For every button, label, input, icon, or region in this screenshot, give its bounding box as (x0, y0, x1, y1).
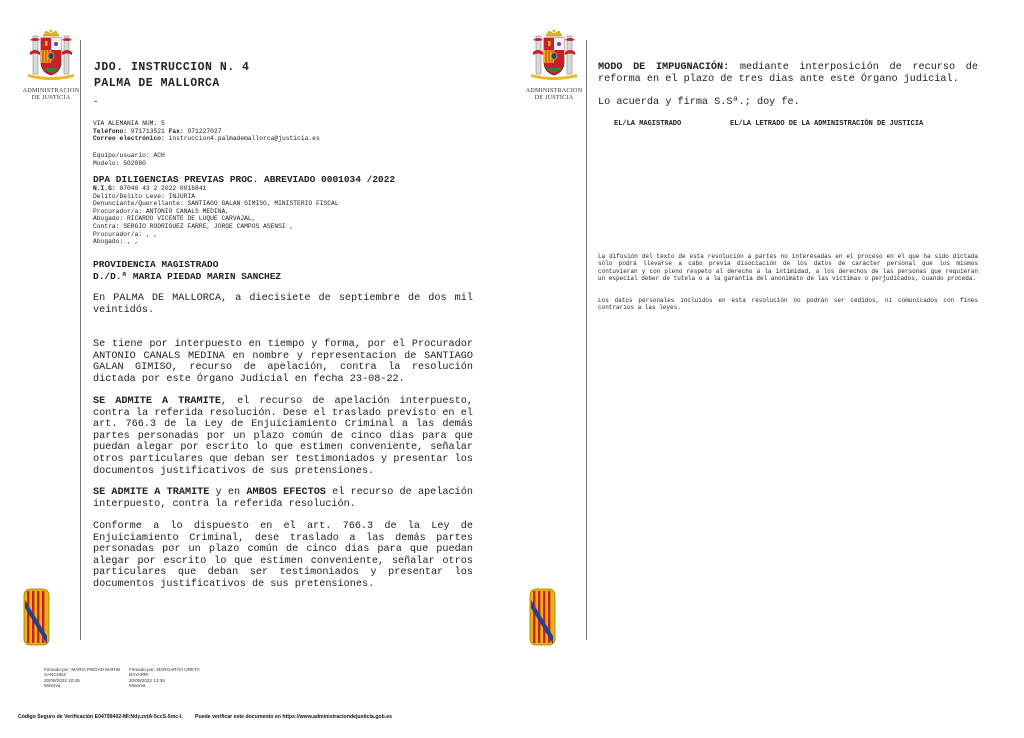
date-paragraph: En PALMA DE MALLORCA, a diecisiete de septiembre de dos mil veintidós. (93, 293, 473, 316)
court-name (94, 60, 249, 92)
separator-dash: - (93, 97, 99, 107)
equipo-block (93, 152, 165, 167)
left-page (0, 0, 512, 700)
crest-caption-line: ADMINISTRACION (525, 87, 583, 94)
acuerda-line: Lo acuerda y firma S.Sª.; doy fe. (598, 97, 800, 108)
crest-caption (515, 87, 593, 101)
email-label: Correo electrónico: (93, 135, 165, 143)
signature-line: Firmado por: MARIA PIEDAD MARIN (44, 667, 121, 672)
crest-caption-line: ADMINISTRACION (22, 87, 80, 94)
signature-line: Firmado por: MARGARITA URETA (129, 667, 200, 672)
legal-notice-datos: Los datos personales incluidos en esta resolución no podrán ser cedidos, ni comunicados con fines contrarios a las leyes. (598, 297, 978, 312)
paragraph-ambos-efectos (93, 487, 473, 510)
right-margin-rule (586, 40, 587, 640)
paragraph-admite (93, 396, 473, 477)
signature-line: Minerva (129, 683, 146, 689)
signature-stamp-letrado (129, 667, 200, 689)
signature-line: SANCHEZ (44, 672, 66, 678)
footer-verify-link[interactable]: Puede verificar este documento en https://www.administraciondejusticia.gob.es (195, 714, 392, 720)
balearic-crest-logo (23, 588, 50, 646)
court-phone-fax (93, 128, 320, 136)
nig-value: 07040 43 2 2022 0016841 (119, 185, 207, 192)
paragraph-conforme: Conforme a lo dispuesto en el art. 766.3 de la Ley de Enjuiciamiento Criminal, dese traslado a las demás partes personadas por un plazo común de cinco dias para que puedan alegar por escrito lo que estimen conveniente, señalar otros particulares que deban ser testimoniados y presentar los documentos justificativos de sus pretensiones. (93, 521, 473, 590)
impugnacion-bold: MODO DE IMPUGNACIÓN: (598, 62, 730, 73)
providencia-title: PROVIDENCIA MAGISTRADO (93, 259, 219, 270)
court-name-line: PALMA DE MALLORCA (94, 77, 220, 90)
phone-value: 971713521 (130, 127, 165, 135)
footer-csv: Código Seguro de Verificación E04799402-MI:Ndy.zvtA-5ccS-5mc-l. (18, 714, 183, 720)
court-contact-block (93, 120, 320, 143)
signature-line: 20/09/2022 13:39 (129, 677, 165, 683)
crest-caption (12, 87, 90, 101)
case-details (93, 185, 339, 246)
signature-line: 20/09/2022 10:45 (44, 677, 80, 683)
case-detail-line: Denunciante/Querellante: SANTIAGO GALAN GIMISO, MINISTERIO FISCAL (93, 200, 339, 208)
spain-crest-logo (527, 28, 581, 88)
case-detail-line: Procurador/a: , , (93, 230, 158, 238)
ambos-connector: y en (209, 487, 247, 498)
crest-caption-line: DE JUSTICIA (31, 94, 71, 101)
right-page (512, 0, 1024, 700)
signature-stamp-magistrado (44, 667, 120, 689)
left-margin-rule (80, 40, 81, 640)
providencia-heading (93, 259, 281, 283)
case-detail-line: Procurador/a: ANTONIO CANALS MEDINA, (93, 207, 230, 215)
case-detail-line: Abogado: RICARDO VICENTE DE LUQUE CARVAJAL, (93, 215, 256, 223)
signature-line: Minerva (44, 683, 61, 689)
signature-line: BAYARRI (129, 672, 149, 678)
equipo-usuario: Equipo/usuario: ACH (93, 152, 165, 159)
impugnacion-text: mediante interposición de recurso de reforma en el plazo de tres dias ante este Órgano judicial. (598, 62, 978, 85)
spain-crest-logo (24, 28, 78, 88)
admite-bold: SE ADMITE A TRAMITE (93, 396, 221, 407)
nig-label: N.I.G: (93, 185, 116, 192)
legal-notice-difusion: La difusión del texto de esta resolución a partes no interesadas en el proceso en el que ha sido dictada sólo podrá llevarse a cabo previa disociación de los datos de carácter personal que los mismos contuvieran y con pleno respeto al derecho a la intimidad, a los derechos de las personas que requieran un especial deber de tutela o a la garantía del anonimato de las víctimas o perjudicados, cuando proceda. (598, 253, 978, 282)
signature-heading-letrado: EL/LA LETRADO DE LA ADMINISTRACIÓN DE JUSTICIA (730, 120, 924, 128)
balearic-crest-logo (529, 588, 556, 646)
signature-heading-magistrado: EL/LA MAGISTRADO (614, 120, 682, 128)
court-email (93, 135, 320, 143)
court-address: VIA ALEMANIA NUM. 5 (93, 120, 165, 127)
case-detail-line: Abogado: , , (93, 238, 139, 246)
admite-bold-2: SE ADMITE A TRAMITE (93, 487, 210, 498)
paragraph-recurso: Se tiene por interpuesto en tiempo y forma, por el Procurador ANTONIO CANALS MEDINA en nombre y representacion de SANTIAGO GALAN GIMISO, recurso de apelación, contra la resolución dictada por este Órgano Judicial en fecha 23-08-22. (93, 339, 473, 385)
case-title: DPA DILIGENCIAS PREVIAS PROC. ABREVIADO 0001034 /2022 (93, 174, 396, 185)
impugnacion-paragraph (598, 62, 978, 85)
fax-label: Fax: (168, 127, 184, 135)
email-value: instruccion4.palmademallorca@justicia.es (168, 135, 320, 143)
nig-line (93, 185, 339, 193)
magistrado-name: D./D.ª MARIA PIEDAD MARIN SANCHEZ (93, 271, 282, 282)
crest-caption-line: DE JUSTICIA (534, 94, 574, 101)
court-name-line: JDO. INSTRUCCION N. 4 (94, 61, 250, 74)
ambos-text: el recurso de apelación interpuesto, contra la referida resolución. (93, 487, 473, 510)
fax-value: 971227027 (187, 127, 222, 135)
phone-label: Teléfono: (93, 127, 128, 135)
modelo: Modelo: 502080 (93, 159, 146, 167)
ambos-efectos-bold: AMBOS EFECTOS (246, 487, 326, 498)
admite-text: , el recurso de apelación interpuesto, contra la referida resolución. Dese el traslado previsto en el art. 766.3 de la Ley de Enjuiciamiento Criminal a las demás partes personadas por un plazo común de cinco dias para que puedan alegar por escrito lo que estimen conveniente, señalar otros particulares que deban ser testimoniados y presentar los documentos justificativos de sus pretensiones. (93, 396, 473, 477)
case-detail-line: Contra: SERGIO RODRIGUEZ FARRE, JORGE CAMPOS ASENSI , (93, 222, 294, 230)
case-detail-line: Delito/Delito Leve: INJURIA (93, 192, 196, 200)
